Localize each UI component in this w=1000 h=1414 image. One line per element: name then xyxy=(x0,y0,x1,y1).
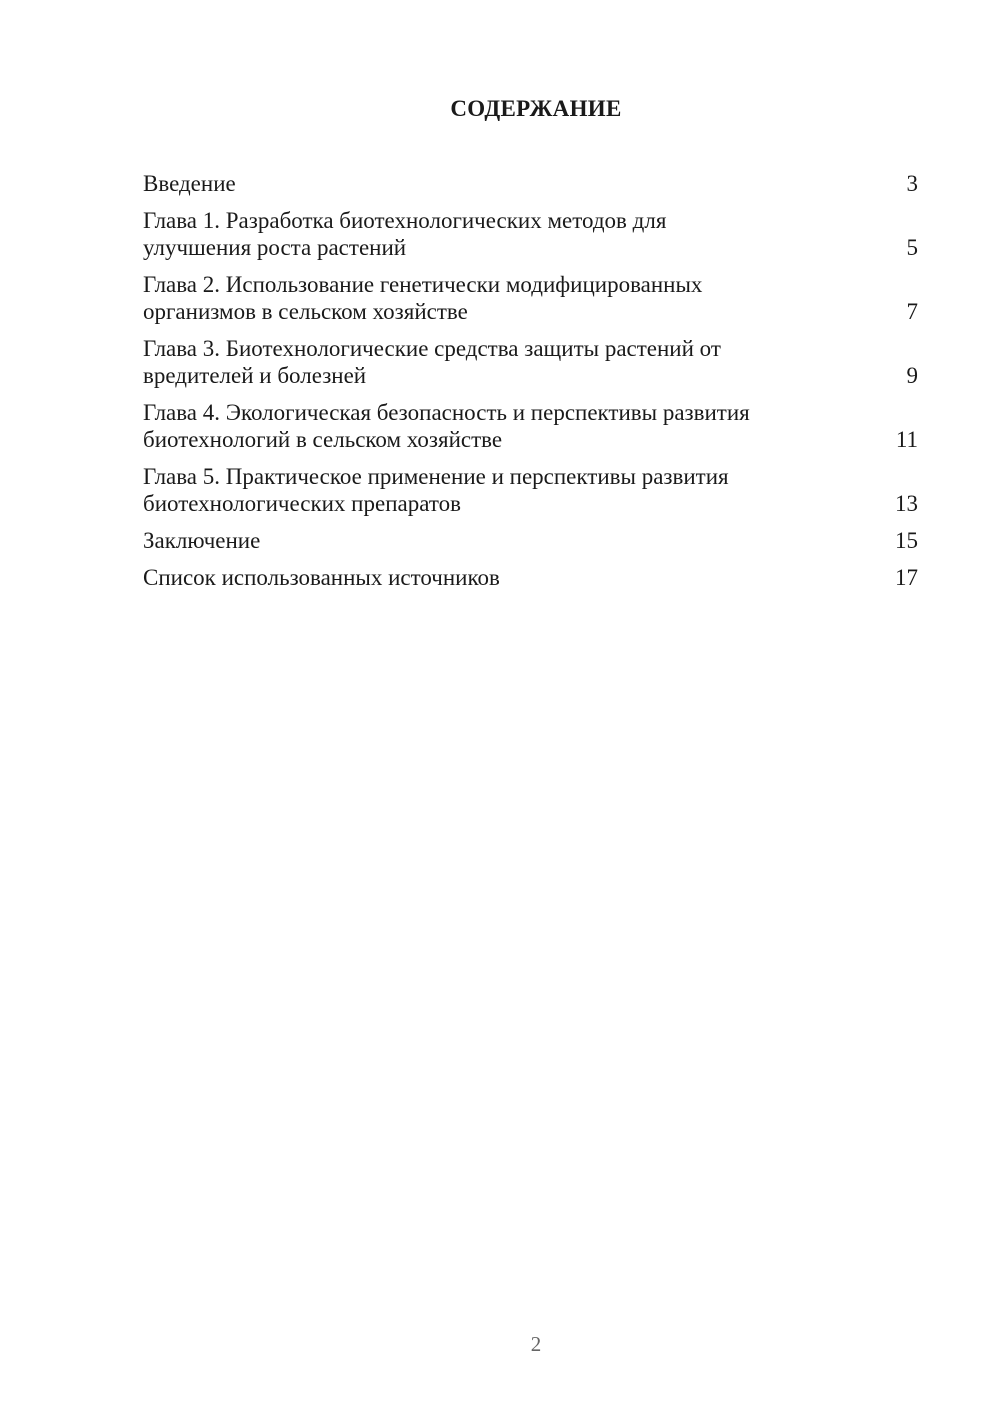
toc-entry-label xyxy=(143,170,918,197)
toc-entry-chapter-4 xyxy=(143,399,918,453)
page-number: 2 xyxy=(530,1332,542,1356)
toc-entry-page: 17 xyxy=(895,565,918,590)
toc-entry-label xyxy=(143,271,918,325)
toc-entry-page: 13 xyxy=(895,491,918,516)
toc-entry-text-line: Глава 3. Биотехнологические средства защиты растений от xyxy=(143,336,721,361)
toc-entry-text-line: биотехнологий в сельском хозяйстве xyxy=(143,427,503,452)
toc-entry-page: 7 xyxy=(906,299,918,324)
toc-entry-label xyxy=(143,399,918,453)
page-title: СОДЕРЖАНИЕ xyxy=(450,96,622,121)
toc-entry-text-line: Глава 5. Практическое применение и перспективы развития xyxy=(143,464,729,489)
toc-entry-chapter-3 xyxy=(143,335,918,389)
toc-entry-text-line: Глава 4. Экологическая безопасность и перспективы развития xyxy=(143,400,750,425)
toc-entry-page: 9 xyxy=(906,363,918,388)
toc-entry-text-line: Глава 2. Использование генетически модифицированных xyxy=(143,272,703,297)
toc-entry-label xyxy=(143,207,918,261)
toc-entry-label xyxy=(143,463,918,517)
table-of-contents xyxy=(143,170,918,601)
toc-entry-conclusion xyxy=(143,527,918,554)
toc-entry-text-line: Введение xyxy=(143,171,236,196)
toc-entry-text-line: организмов в сельском хозяйстве xyxy=(143,299,468,324)
toc-entry-text-line: улучшения роста растений xyxy=(143,235,407,260)
toc-entry-text-line: биотехнологических препаратов xyxy=(143,491,461,516)
toc-entry-chapter-5 xyxy=(143,463,918,517)
toc-entry-chapter-1 xyxy=(143,207,918,261)
toc-entry-text-line: вредителей и болезней xyxy=(143,363,367,388)
toc-entry-references xyxy=(143,564,918,591)
toc-entry-page: 3 xyxy=(906,171,918,196)
toc-entry-chapter-2 xyxy=(143,271,918,325)
toc-entry-introduction xyxy=(143,170,918,197)
toc-entry-text-line: Список использованных источников xyxy=(143,565,500,590)
toc-entry-page: 11 xyxy=(895,427,918,452)
toc-entry-label xyxy=(143,335,918,389)
toc-entry-page: 5 xyxy=(906,235,918,260)
toc-entry-label xyxy=(143,564,918,591)
toc-entry-page: 15 xyxy=(895,528,918,553)
toc-entry-text-line: Глава 1. Разработка биотехнологических методов для xyxy=(143,208,667,233)
toc-entry-text-line: Заключение xyxy=(143,528,261,553)
toc-entry-label xyxy=(143,527,918,554)
